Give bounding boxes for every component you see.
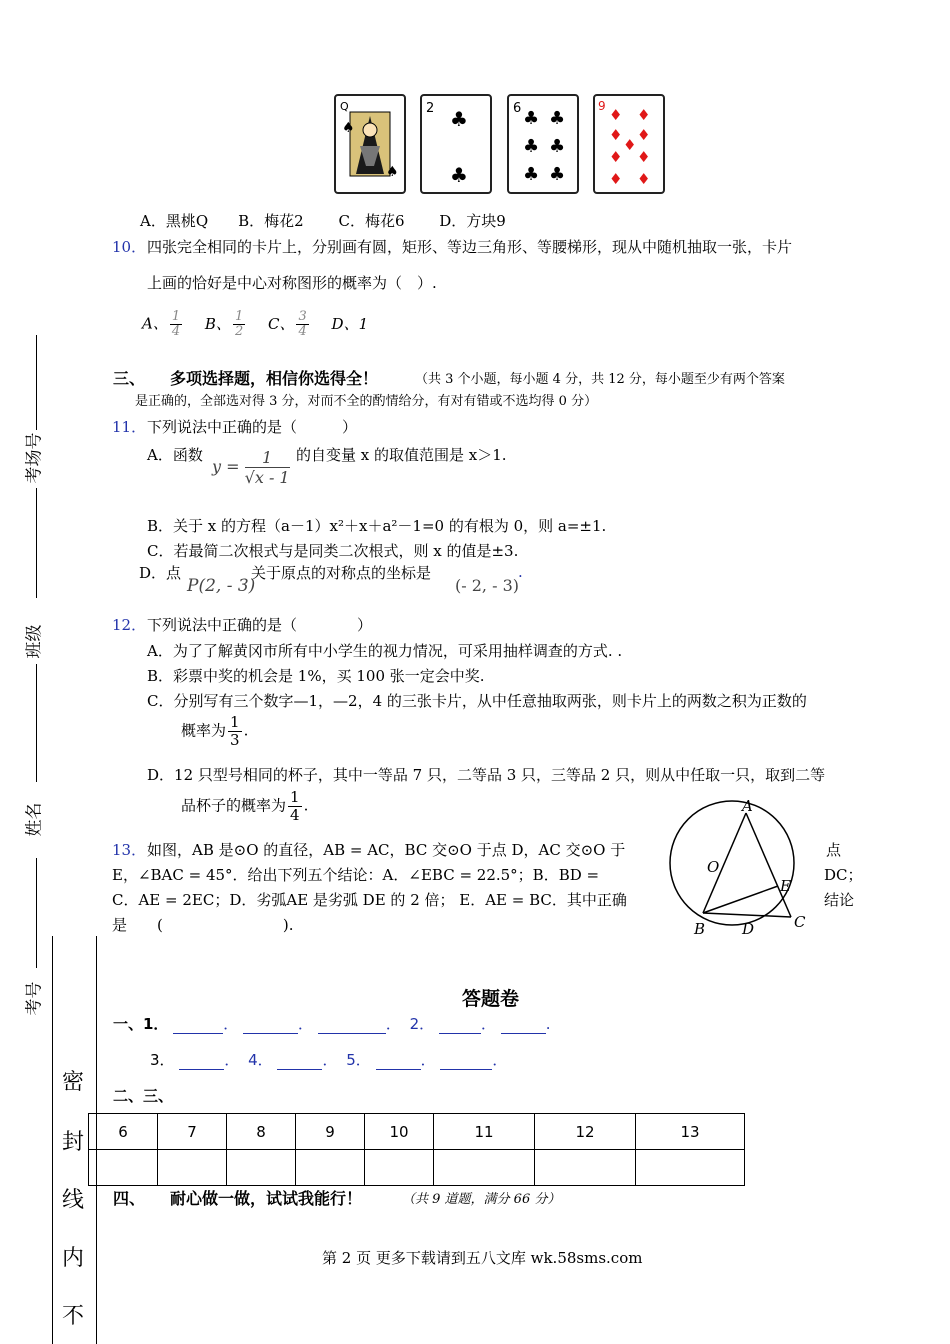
card-pip: ♣ <box>450 163 468 187</box>
q11-option-a: A．函数 <box>147 446 203 464</box>
exam-no-label: 考号 <box>24 981 45 1016</box>
name-line <box>36 664 37 782</box>
q10-line2: 上画的恰好是中心对称图形的概率为（ ）. <box>147 274 437 292</box>
card-suit-bottom: ♠ <box>386 164 399 180</box>
blank-q5-b[interactable] <box>440 1055 492 1070</box>
segment-be <box>703 886 778 913</box>
row2-q4: 4． <box>248 1051 273 1069</box>
answer-row-2: 3． ． 4． ． 5． ． ． <box>150 1051 508 1069</box>
q12-option-a: A．为了了解黄冈市所有中小学生的视力情况，可采用抽样调查的方式. . <box>147 642 623 660</box>
q10-line1: 四张完全相同的卡片上，分别画有圆，矩形、等边三角形、等腰梯形，现从中随机抽取一张，卡片 <box>147 238 793 256</box>
seal-char-3: 线 <box>62 1188 85 1213</box>
q12-option-d: D．12 只型号相同的杯子，其中一等品 7 只，二等品 3 只，三等品 2 只，则从中任取一只，取到二等 <box>147 766 826 784</box>
q13-line4: 是 ( ). <box>112 916 294 934</box>
exam-no-line <box>36 858 37 968</box>
frac-num: 1 <box>290 788 300 806</box>
blank-q2-a[interactable] <box>439 1019 481 1034</box>
card-suit: ♠ <box>342 120 355 136</box>
label-c: C <box>794 913 806 931</box>
q12-option-d-line2: 品杯子的概率为 $\frac{1}{4}$ . <box>181 788 309 824</box>
q11-option-a-text: 的自变量 x 的取值范围是 x＞1. <box>296 446 507 464</box>
section3-note2: 是正确的，全部选对得 3 分，对而不全的酌情给分，有对有错或不选均得 0 分） <box>135 394 598 409</box>
frac-num: 1 <box>171 309 181 324</box>
card-pip: ♦ <box>637 170 651 188</box>
grid-answer-cell[interactable] <box>89 1150 158 1186</box>
six-of-clubs-image <box>509 96 577 192</box>
frac-den: 4 <box>290 806 300 824</box>
nine-of-diamonds-image <box>595 96 663 192</box>
grid-answer-cell[interactable] <box>365 1150 434 1186</box>
label-d: D <box>742 920 755 938</box>
card-pip: ♣ <box>523 136 540 157</box>
card-six-of-clubs <box>507 94 579 194</box>
blank-q3[interactable] <box>179 1055 224 1070</box>
frac-den: 4 <box>298 324 307 339</box>
q11-point-p: P(2, - 3) <box>187 576 256 596</box>
frac-den: 2 <box>234 324 244 339</box>
answer-grid-header-row <box>89 1114 745 1150</box>
q13-line3-end: 结论 <box>824 891 855 909</box>
blank-q1-c[interactable] <box>318 1019 386 1034</box>
card-pip: ♦ <box>637 148 651 166</box>
grid-header-13: 13 <box>636 1114 745 1150</box>
row1-q2: 2． <box>409 1015 435 1033</box>
answer-grid-answer-row <box>89 1150 745 1186</box>
label-a: A <box>742 797 753 815</box>
seal-line-left <box>52 936 53 1344</box>
card-pip: ♣ <box>549 136 566 157</box>
class-label: 班级 <box>24 624 45 659</box>
seal-char-4: 内 <box>62 1246 85 1271</box>
card-pip: ♣ <box>450 107 468 131</box>
card-pip: ♦ <box>637 126 651 144</box>
q10-number: 10． <box>112 238 147 256</box>
card-queen-of-spades <box>334 94 406 194</box>
grid-header-10: 10 <box>365 1114 434 1150</box>
card-pip: ♣ <box>549 108 566 129</box>
blank-q1-b[interactable] <box>243 1019 298 1034</box>
section3-title: 多项选择题，相信你选得全！ <box>170 369 379 388</box>
grid-header-8: 8 <box>227 1114 296 1150</box>
grid-answer-cell[interactable] <box>296 1150 365 1186</box>
q12-option-b: B．彩票中奖的机会是 1%，买 100 张一定会中奖. <box>147 667 485 685</box>
card-pip: ♣ <box>523 108 540 129</box>
card-pip: ♦ <box>609 106 623 124</box>
q11-option-b: B．关于 x 的方程（a－1）x²＋x＋a²－1=0 的有根为 0，则 a=±1. <box>147 517 607 535</box>
grid-answer-cell[interactable] <box>227 1150 296 1186</box>
blank-q4[interactable] <box>277 1055 322 1070</box>
section4-note: （共 9 道题，满分 66 分） <box>402 1192 561 1207</box>
segment-bc <box>703 913 791 917</box>
q12-c-text: 概率为 <box>181 721 227 740</box>
card-pip: ♦ <box>609 126 623 144</box>
q11-option-c: C．若最简二次根式与是同类二次根式，则 x 的值是±3. <box>147 542 519 560</box>
q12-stem: 下列说法中正确的是（ ） <box>147 616 373 634</box>
frac-num: 3 <box>298 309 307 324</box>
q12-option-c: C．分别写有三个数字—1，—2，4 的三张卡片，从中任意抽取两张，则卡片上的两数之积为正数的 <box>147 692 807 710</box>
card-pip: ♣ <box>523 164 540 185</box>
grid-header-11: 11 <box>434 1114 535 1150</box>
blank-q2-b[interactable] <box>501 1019 546 1034</box>
q13-number: 13． <box>112 841 147 859</box>
circle-o <box>670 801 794 925</box>
q12-option-c-line2: 概率为 $\frac{1}{3}$ . <box>181 713 249 749</box>
exam-room-label: 考场号 <box>24 432 45 484</box>
q13-line3: C．AE = 2EC；D．劣弧AE 是劣弧 DE 的 2 倍； E．AE = BC．其中正确 <box>112 891 627 909</box>
row1-label: 一、1． <box>113 1015 169 1033</box>
blank-q5-a[interactable] <box>376 1055 421 1070</box>
exam-room-line <box>36 335 37 430</box>
row2-label: 3． <box>150 1051 175 1069</box>
label-b: B <box>694 920 706 938</box>
card-rank: 6 <box>513 101 522 116</box>
q11-stem: 下列说法中正确的是（ ） <box>147 418 358 436</box>
seal-char-1: 密 <box>62 1070 85 1095</box>
grid-header-7: 7 <box>158 1114 227 1150</box>
label-e: E <box>780 877 791 895</box>
frac-num: 1 <box>234 309 244 324</box>
frac-num: 1 <box>230 713 240 731</box>
q11-option-d: D．点 <box>139 564 182 582</box>
answer-sheet-title: 答题卷 <box>462 988 520 1010</box>
page-footer: 第 2 页 更多下载请到五八文库 wk.58sms.com <box>322 1249 643 1267</box>
card-two-of-clubs <box>420 94 492 194</box>
q10-option-d: D、1 <box>331 314 369 333</box>
answer-row-1: 一、1． ． ． ． 2． ． . <box>113 1015 551 1033</box>
card-rank: Q <box>340 100 349 113</box>
card-pip: ♦ <box>623 136 637 154</box>
grid-answer-cell[interactable] <box>158 1150 227 1186</box>
q11-formula: y = $\frac{1}{√x - 1}$ <box>212 448 290 487</box>
blank-q1-a[interactable] <box>173 1019 223 1034</box>
seal-char-2: 封 <box>62 1130 85 1155</box>
class-line <box>36 488 37 598</box>
q11-option-d-end: . <box>518 563 523 581</box>
queen-of-spades-image <box>336 96 404 192</box>
two-of-clubs-image <box>422 96 490 192</box>
q9-options: A．黑桃Q B．梅花2 C．梅花6 D．方块9 <box>140 212 506 230</box>
grid-answer-cell[interactable] <box>434 1150 535 1186</box>
card-rank: 9 <box>598 99 606 113</box>
frac-den: 4 <box>171 324 181 339</box>
q13-line1-end: 点 <box>826 841 842 859</box>
answer-grid <box>88 1113 745 1186</box>
name-label: 姓名 <box>24 802 45 837</box>
card-pip: ♦ <box>637 106 651 124</box>
q10-option-c: C、 <box>268 314 295 333</box>
row2-q5: 5． <box>346 1051 371 1069</box>
grid-answer-cell[interactable] <box>636 1150 745 1186</box>
formula-num: 1 <box>245 448 290 468</box>
card-pip: ♦ <box>609 170 623 188</box>
q13-line1: 如图，AB 是⊙O 的直径，AB = AC，BC 交⊙O 于点 D，AC 交⊙O 于 <box>147 841 626 859</box>
grid-header-12: 12 <box>535 1114 636 1150</box>
card-pip: ♣ <box>549 164 566 185</box>
section-2-3-label: 二、三、 <box>113 1087 174 1105</box>
q11-number: 11． <box>112 418 147 436</box>
section3-note1: （共 3 个小题，每小题 4 分，共 12 分，每小题至少有两个答案 <box>415 372 785 387</box>
grid-answer-cell[interactable] <box>535 1150 636 1186</box>
q10-option-b: B、 <box>204 314 231 333</box>
grid-header-6: 6 <box>89 1114 158 1150</box>
card-nine-of-diamonds <box>593 94 665 194</box>
q10-option-a: A、 <box>142 314 168 333</box>
seal-char-5: 不 <box>62 1304 85 1329</box>
q13-line2: E，∠BAC = 45°．给出下列五个结论：A．∠EBC = 22.5°；B．BD = <box>112 866 600 884</box>
q11-option-d-text: 关于原点的对称点的坐标是 <box>251 564 432 582</box>
section4-label: 四、 <box>113 1189 146 1208</box>
label-o: O <box>707 858 720 876</box>
q12-d-text: 品杯子的概率为 <box>181 796 287 815</box>
q12-number: 12． <box>112 616 147 634</box>
circle-geometry-figure <box>660 795 820 945</box>
q10-options <box>142 310 368 339</box>
grid-header-9: 9 <box>296 1114 365 1150</box>
q13-line2-end: DC； <box>824 866 863 884</box>
card-pip: ♦ <box>609 148 623 166</box>
section3-label: 三、 <box>113 369 146 388</box>
section4-title: 耐心做一做，试试我能行！ <box>170 1189 363 1208</box>
formula-lhs: y = <box>212 457 240 476</box>
formula-den: x - 1 <box>254 468 290 487</box>
q11-answer-point: (- 2, - 3) <box>455 576 519 595</box>
frac-den: 3 <box>230 731 240 749</box>
card-rank: 2 <box>426 101 435 116</box>
